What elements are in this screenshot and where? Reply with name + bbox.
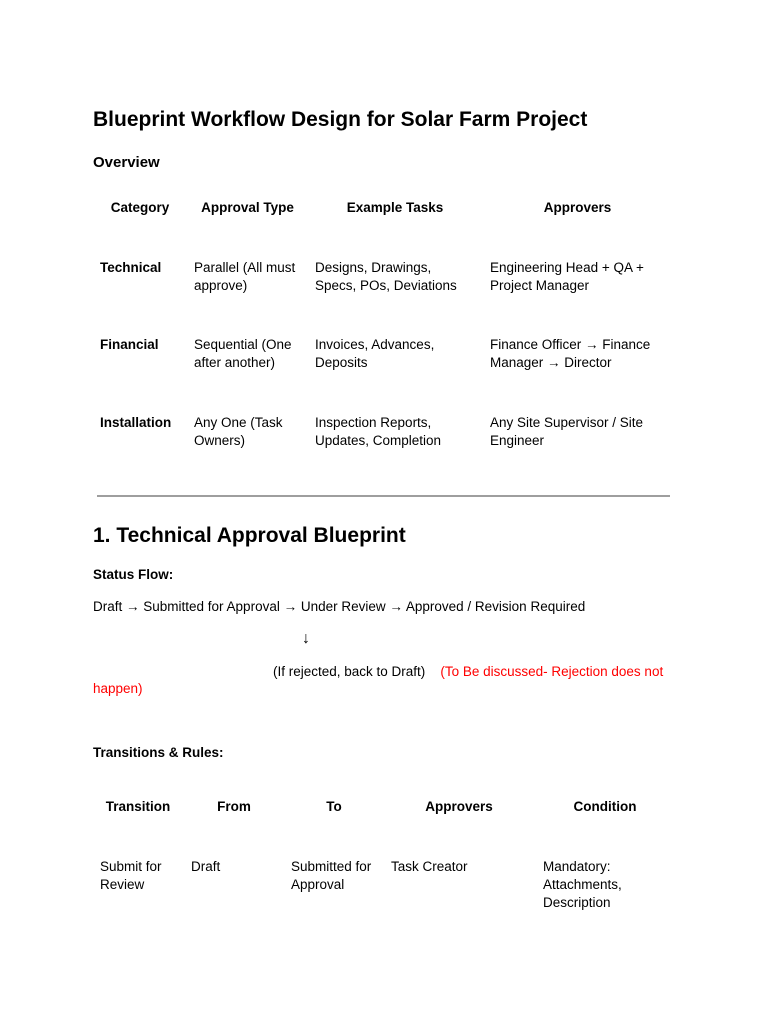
cell-condition: Mandatory: Attachments, Description [543,859,622,910]
header-from: From [217,799,251,814]
header-to: To [326,799,342,814]
cell-approvers: Task Creator [391,859,468,874]
rejected-note-block [93,663,673,697]
cell-category: Technical [100,260,162,275]
section-title: 1. Technical Approval Blueprint [93,524,406,547]
discussion-note: (To Be discussed- Rejection does not happen) [93,664,664,696]
cell-approval-type: Parallel (All must approve) [194,260,296,293]
rejected-note: (If rejected, back to Draft) [273,664,426,679]
overview-heading: Overview [93,154,160,171]
document-title: Blueprint Workflow Design for Solar Farm Project [93,108,588,131]
cell-example-tasks: Designs, Drawings, Specs, POs, Deviations [315,260,457,293]
cell-from: Draft [191,859,221,874]
cell-category: Installation [100,415,172,430]
header-condition: Condition [573,799,637,814]
cell-approvers: Any Site Supervisor / Site Engineer [490,415,644,448]
cell-approvers: Engineering Head + QA + Project Manager [490,260,644,293]
cell-example-tasks: Invoices, Advances, Deposits [315,337,435,370]
horizontal-divider [97,495,670,497]
cell-approval-type: Sequential (One after another) [194,337,292,370]
cell-example-tasks: Inspection Reports, Updates, Completion [315,415,442,448]
header-approvers: Approvers [543,200,612,215]
cell-category: Financial [100,337,159,352]
transitions-label: Transitions & Rules: [93,745,224,760]
header-category: Category [110,200,170,215]
cell-approval-type: Any One (Task Owners) [194,415,283,448]
cell-to: Submitted for Approval [291,859,372,892]
status-flow-label: Status Flow: [93,567,174,582]
header-approval-type: Approval Type [201,200,294,215]
status-flow-text: Draft → Submitted for Approval → Under Review → Approved / Revision Required [93,599,586,614]
cell-transition: Submit for Review [100,859,162,892]
down-arrow-icon: ↓ [302,630,310,647]
header-transition: Transition [105,799,171,814]
header-approvers: Approvers [425,799,493,814]
header-example-tasks: Example Tasks [346,200,444,215]
cell-approvers: Finance Officer → Finance Manager → Director [490,337,651,370]
